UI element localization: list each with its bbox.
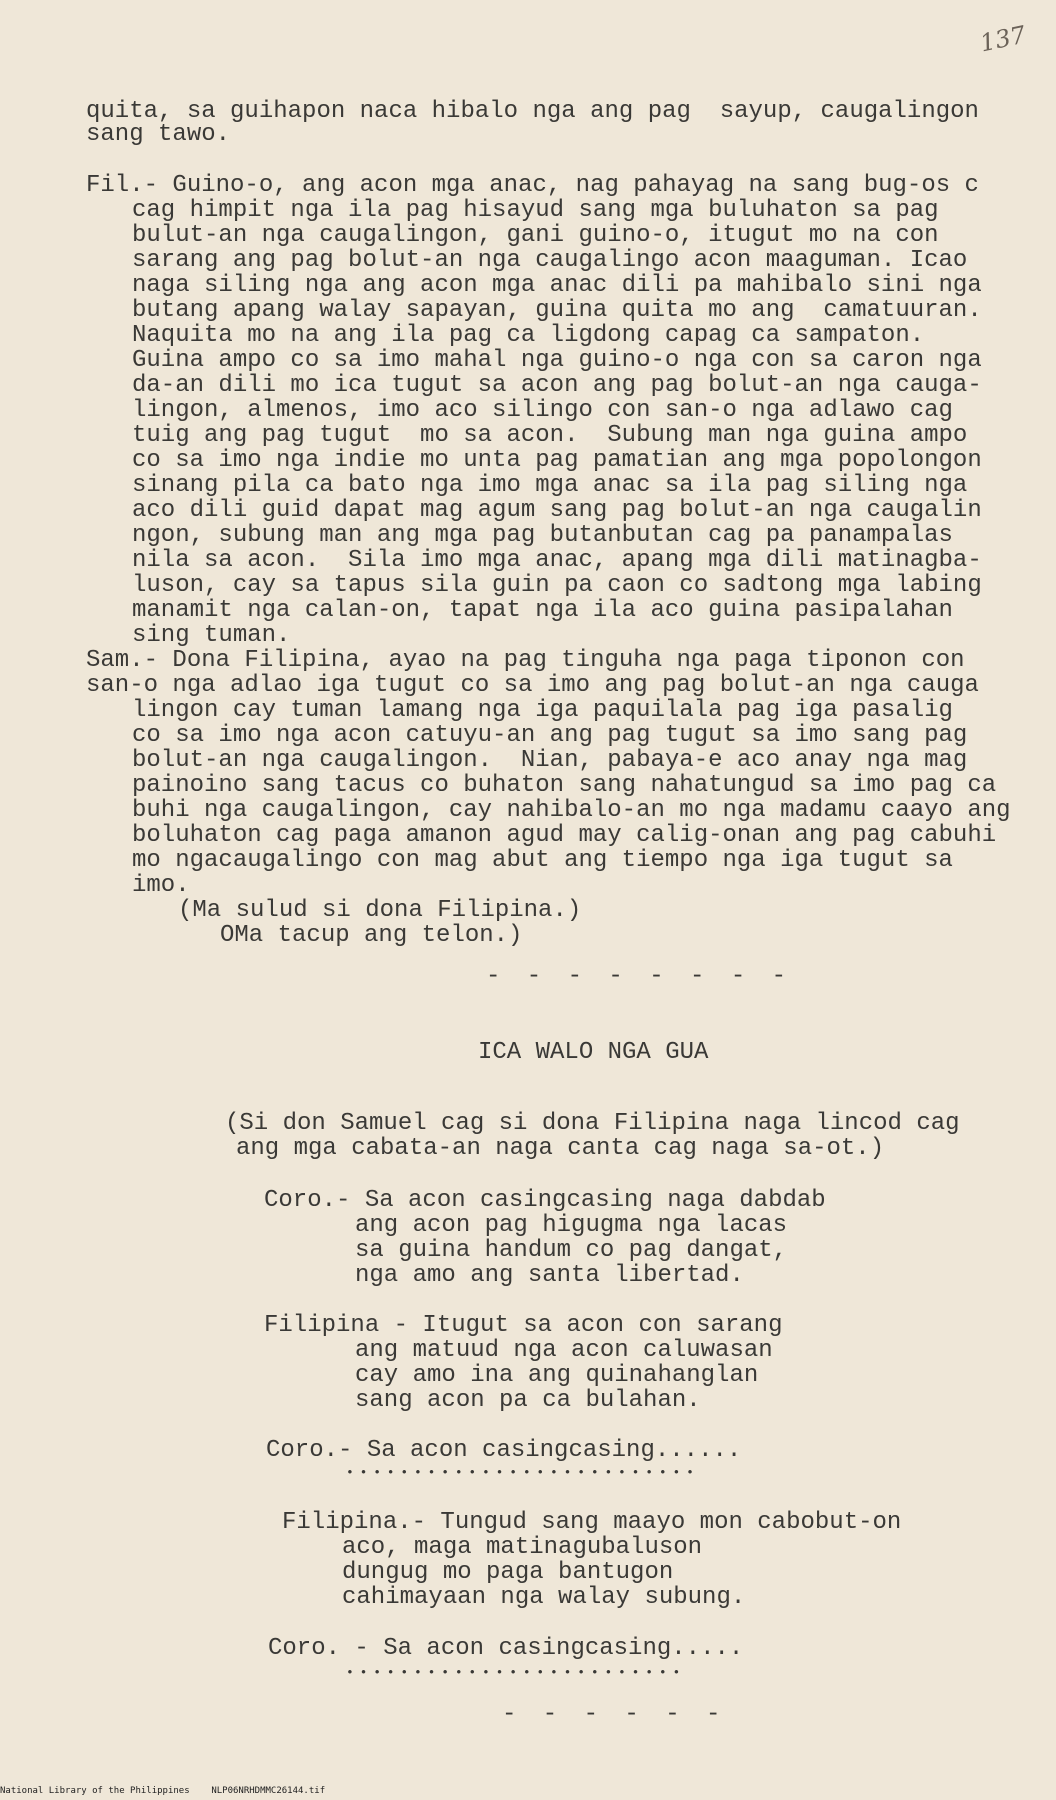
fil-speech-line: Naquita mo na ang ila pag ca ligdong capag ca sampaton. — [132, 322, 925, 349]
stage-direction: (Ma sulud si dona Filipina.) — [178, 897, 582, 924]
sam-speech-line: lingon cay tuman lamang nga iga paquilala pag iga pasalig — [132, 697, 953, 724]
song-line: cay amo ina ang quinahanglan — [355, 1362, 759, 1389]
text-line: sang tawo. — [86, 121, 231, 148]
fil-speech-line: manamit nga calan-on, tapat nga ila aco guina pasipalahan — [132, 597, 953, 624]
song-line: Coro.- Sa acon casingcasing...... — [266, 1437, 742, 1464]
fil-speech-line: tuig ang pag tugut mo sa acon. Subung man nga guina ampo — [132, 422, 968, 449]
fil-speech-line: ngon, subung man ang mga pag butanbutan cag pa panampalas — [132, 522, 953, 549]
fil-speech-line: sinang pila ca bato nga imo mga anac sa ila pag siling nga — [132, 472, 968, 499]
fil-speech-line: sarang ang pag bolut-an nga caugalingo acon maaguman. Icao — [132, 247, 968, 274]
fil-speech-line: lingon, almenos, imo aco silingo con san-o nga adlawo cag — [132, 397, 953, 424]
dotted-line: • • • • • • • • • • • • • • • • • • • • • • • • • — [346, 1665, 680, 1680]
stage-direction: OMa tacup ang telon.) — [220, 922, 523, 949]
song-line: aco, maga matinagubaluson — [342, 1534, 703, 1561]
fil-speech-line: sing tuman. — [132, 622, 291, 649]
sam-speech-line: painoino sang tacus co buhaton sang nahatungud sa imo pag ca — [132, 772, 997, 799]
fil-speech-line: bulut-an nga caugalingon, gani guino-o, itugut mo na con — [132, 222, 939, 249]
sam-speech-line: bolut-an nga caugalingon. Nian, pabaya-e aco anay nga mag — [132, 747, 968, 774]
sam-speech-line: co sa imo nga acon catuyu-an ang pag tugut sa imo sang pag — [132, 722, 968, 749]
sam-speech-line: imo. — [132, 872, 190, 899]
stage-direction: ang mga cabata-an naga canta cag naga sa-ot.) — [236, 1135, 885, 1162]
footer-text: National Library of the Philippines NLP06NRHDMMC26144.tif — [0, 1786, 326, 1796]
song-line: dungug mo paga bantugon — [342, 1559, 674, 1586]
fil-speech-line: Fil.- Guino-o, ang acon mga anac, nag pahayag na sang bug-os c — [86, 172, 979, 199]
fil-speech-line: luson, cay sa tapus sila guin pa caon co sadtong mga labing — [132, 572, 982, 599]
sam-speech-line: Sam.- Dona Filipina, ayao na pag tinguha nga paga tiponon con — [86, 647, 965, 674]
song-line: Filipina - Itugut sa acon con sarang — [264, 1312, 783, 1339]
stage-direction: (Si don Samuel cag si dona Filipina naga lincod cag — [225, 1110, 960, 1137]
scene-title: ICA WALO NGA GUA — [478, 1039, 709, 1066]
song-line: Filipina.- Tungud sang maayo mon cabobut-on — [282, 1509, 902, 1536]
page-number: 137 — [977, 20, 1029, 58]
text-line: quita, sa guihapon naca hibalo nga ang pag sayup, caugalingon — [86, 98, 979, 125]
fil-speech-line: nila sa acon. Sila imo mga anac, apang mga dili matinagba- — [132, 547, 982, 574]
sam-speech-line: boluhaton cag paga amanon agud may calig-onan ang pag cabuhi — [132, 822, 997, 849]
fil-speech-line: da-an dili mo ica tugut sa acon ang pag bolut-an nga cauga- — [132, 372, 982, 399]
song-line: sa guina handum co pag dangat, — [355, 1237, 788, 1264]
sam-speech-line: buhi nga caugalingon, cay nahibalo-an mo nga madamu caayo ang — [132, 797, 1011, 824]
song-line: sang acon pa ca bulahan. — [355, 1387, 701, 1414]
fil-speech-line: naga siling nga ang acon mga anac dili pa mahibalo sini nga — [132, 272, 982, 299]
song-line: ang matuud nga acon caluwasan — [355, 1337, 773, 1364]
fil-speech-line: co sa imo nga indie mo unta pag pamatian ang mga popolongon — [132, 447, 982, 474]
sam-speech-line: mo ngacaugalingo con mag abut ang tiempo nga iga tugut sa — [132, 847, 953, 874]
fil-speech-line: aco dili guid dapat mag agum sang pag bolut-an nga caugalin — [132, 497, 982, 524]
separator: - - - - - - - - — [486, 963, 793, 990]
separator: - - - - - - — [502, 1701, 727, 1728]
song-line: Coro.- Sa acon casingcasing naga dabdab — [264, 1187, 826, 1214]
fil-speech-line: cag himpit nga ila pag hisayud sang mga buluhaton sa pag — [132, 197, 939, 224]
dotted-line: • • • • • • • • • • • • • • • • • • • • • • • • • • — [346, 1465, 693, 1480]
song-line: nga amo ang santa libertad. — [355, 1262, 744, 1289]
song-line: Coro. - Sa acon casingcasing..... — [268, 1635, 744, 1662]
song-line: cahimayaan nga walay subung. — [342, 1584, 746, 1611]
fil-speech-line: butang apang walay sapayan, guina quita mo ang camatuuran. — [132, 297, 982, 324]
sam-speech-line: san-o nga adlao iga tugut co sa imo ang pag bolut-an nga cauga — [86, 672, 979, 699]
fil-speech-line: Guina ampo co sa imo mahal nga guino-o nga con sa caron nga — [132, 347, 982, 374]
song-line: ang acon pag higugma nga lacas — [355, 1212, 788, 1239]
